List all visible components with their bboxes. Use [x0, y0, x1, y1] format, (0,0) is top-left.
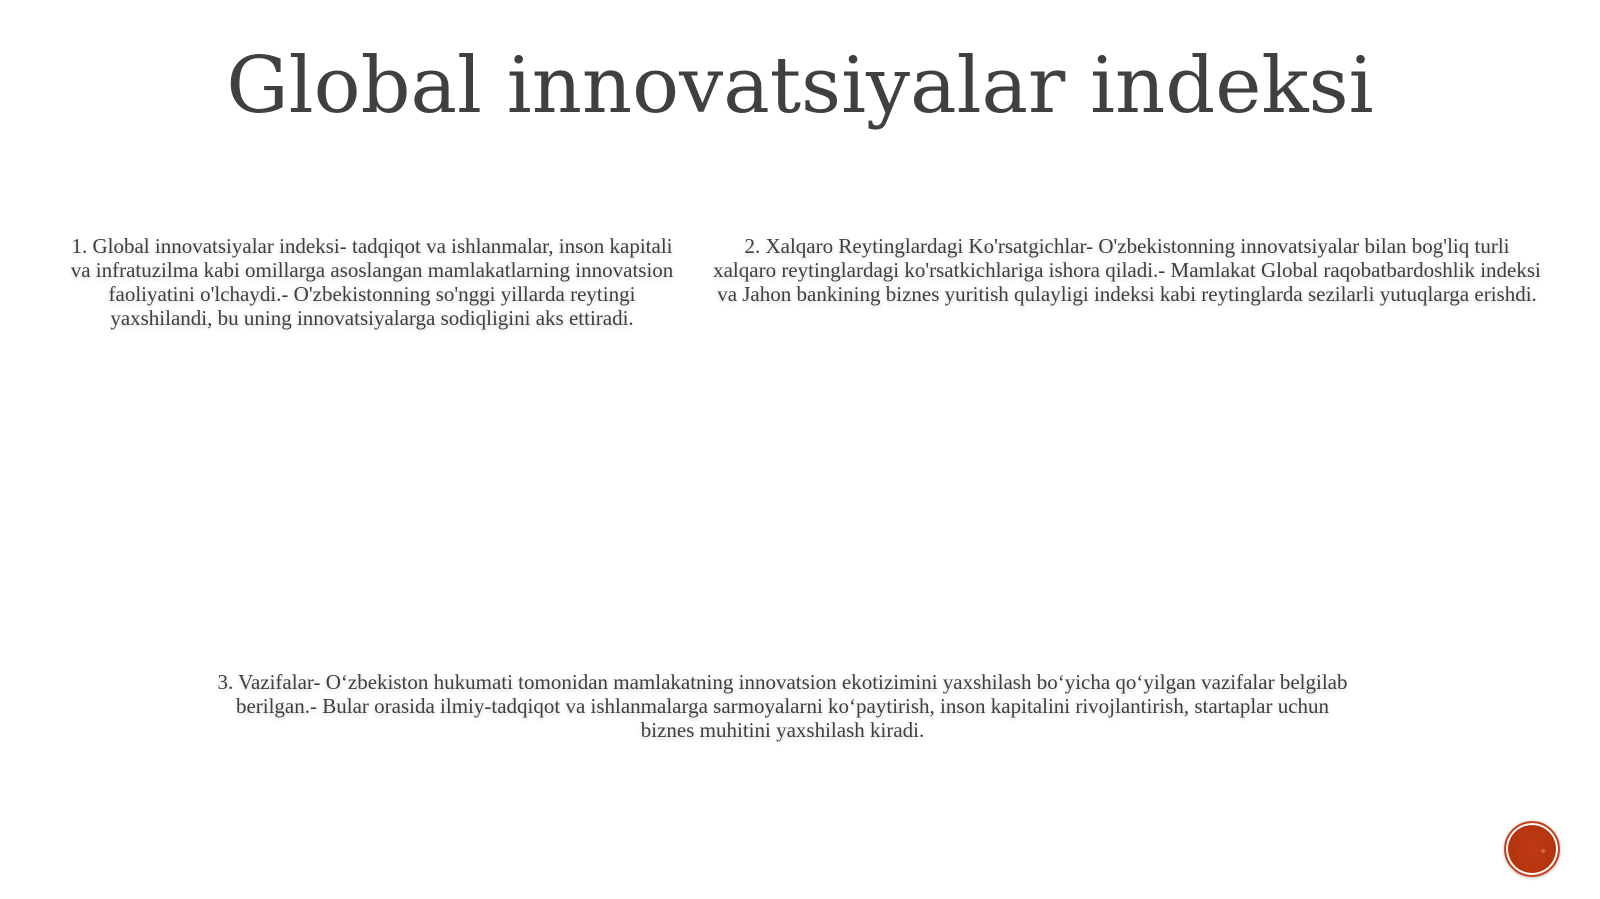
button-highlight — [1541, 849, 1545, 853]
slide-title: Global innovatsiyalar indeksi — [226, 41, 1374, 131]
text-block-tasks: 3. Vazifalar- O‘zbekiston hukumati tomonidan mamlakatning innovatsion ekotizimini yaxshilash bo‘yicha qo‘yilgan vazifalar belgilab berilgan.- Bular orasida ilmiy-tadqiqot va ishlanmalarga sarmoyalarni ko‘paytirish, inson kapitalini rivojlantirish, startaplar uchun biznes muhitini yaxshilash kiradi. — [217, 670, 1348, 742]
text-block-global-index: 1. Global innovatsiyalar indeksi- tadqiqot va ishlanmalar, inson kapitali va infratuzilma kabi omillarga asoslangan mamlakatlarning innovatsion faoliyatini o'lchaydi.- O'zbekistonning so'nggi yillarda reytingi yaxshilandi, bu uning innovatsiyalarga sodiqligini aks ettiradi. — [70, 234, 674, 330]
text-block-international-ratings: 2. Xalqaro Reytinglardagi Ko'rsatgichlar- O'zbekistonning innovatsiyalar bilan bog'liq turli xalqaro reytinglardagi ko'rsatkichlariga ishora qiladi.- Mamlakat Global raqobatbardoshlik indeksi va Jahon bankining biznes yuritish qulayligi indeksi kabi reytinglarda sezilarli yutuqlarga erishdi. — [713, 234, 1541, 306]
circle-button-icon[interactable] — [1504, 821, 1560, 877]
